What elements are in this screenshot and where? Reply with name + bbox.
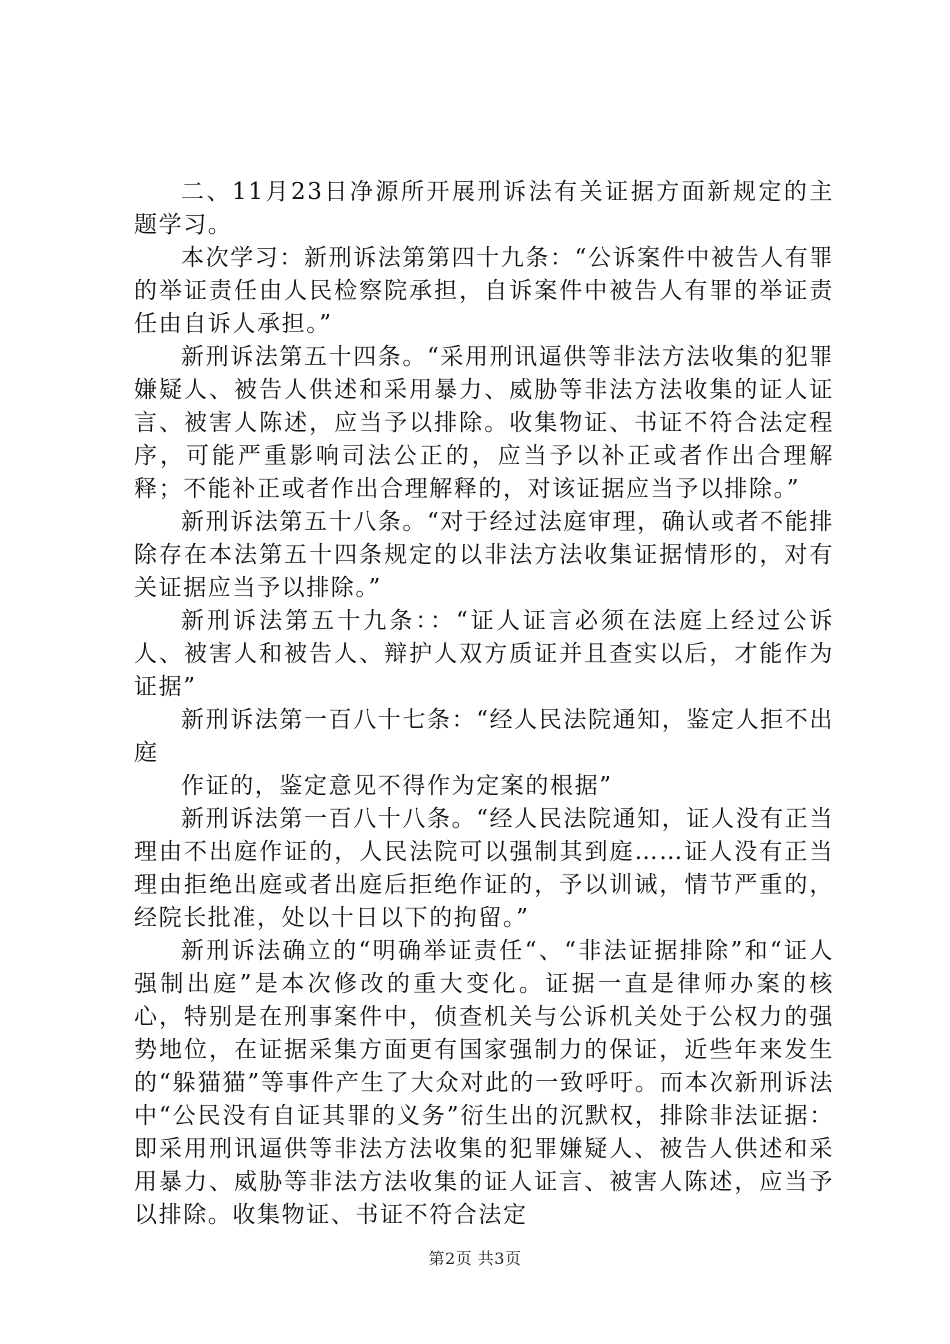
paragraph-article-187: 新刑诉法第一百八十七条：“经人民法院通知，鉴定人拒不出庭 <box>134 707 834 766</box>
paragraph-article-187-continued: 作证的，鉴定意见不得作为定案的根据” <box>181 773 613 799</box>
paragraph-topic-study: 二、11月23日净源所开展刑诉法有关证据方面新规定的主题学习。 <box>134 179 834 238</box>
paragraph-article-49: 本次学习：新刑诉法第第四十九条：“公诉案件中被告人有罪的举证责任由人民检察院承担，自诉案件中被告人有罪的举证责任由自诉人承担。” <box>134 245 834 337</box>
document-body <box>134 176 834 1232</box>
paragraph-article-58: 新刑诉法第五十八条。“对于经过法庭审理，确认或者不能排除存在本法第五十四条规定的以非法方法收集证据情形的，对有关证据应当予以排除。” <box>134 509 834 601</box>
paragraph-article-188: 新刑诉法第一百八十八条。“经人民法院通知，证人没有正当理由不出庭作证的，人民法院可以强制其到庭……证人没有正当理由拒绝出庭或者出庭后拒绝作证的，予以训诫，情节严重的，经院长批准，处以十日以下的拘留。” <box>134 806 834 931</box>
paragraph-article-54: 新刑诉法第五十四条。“采用刑讯逼供等非法方法收集的犯罪嫌疑人、被告人供述和采用暴力、威胁等非法方法收集的证人证言、被害人陈述，应当予以排除。收集物证、书证不符合法定程序，可能严重影响司法公正的，应当予以补正或者作出合理解释；不能补正或者作出合理解释的，对该证据应当予以排除。” <box>134 344 834 502</box>
paragraph-article-59: 新刑诉法第五十九条：：“证人证言必须在法庭上经过公诉人、被害人和被告人、辩护人双方质证并且查实以后，才能作为证据” <box>134 608 834 700</box>
paragraph-summary: 新刑诉法确立的“明确举证责任“、“非法证据排除”和“证人强制出庭”是本次修改的重大变化。证据一直是律师办案的核心，特别是在刑事案件中，侦查机关与公诉机关处于公权力的强势地位，在证据采集方面更有国家强制力的保证，近些年来发生的“躲猫猫”等事件产生了大众对此的一致呼吁。而本次新刑诉法中“公民没有自证其罪的义务”衍生出的沉默权，排除非法证据：即采用刑讯逼供等非法方法收集的犯罪嫌疑人、被告人供述和采用暴力、威胁等非法方法收集的证人证言、被害人陈述，应当予以排除。收集物证、书证不符合法定 <box>134 938 834 1228</box>
page-footer: 第2页 共3页 <box>428 1249 522 1268</box>
